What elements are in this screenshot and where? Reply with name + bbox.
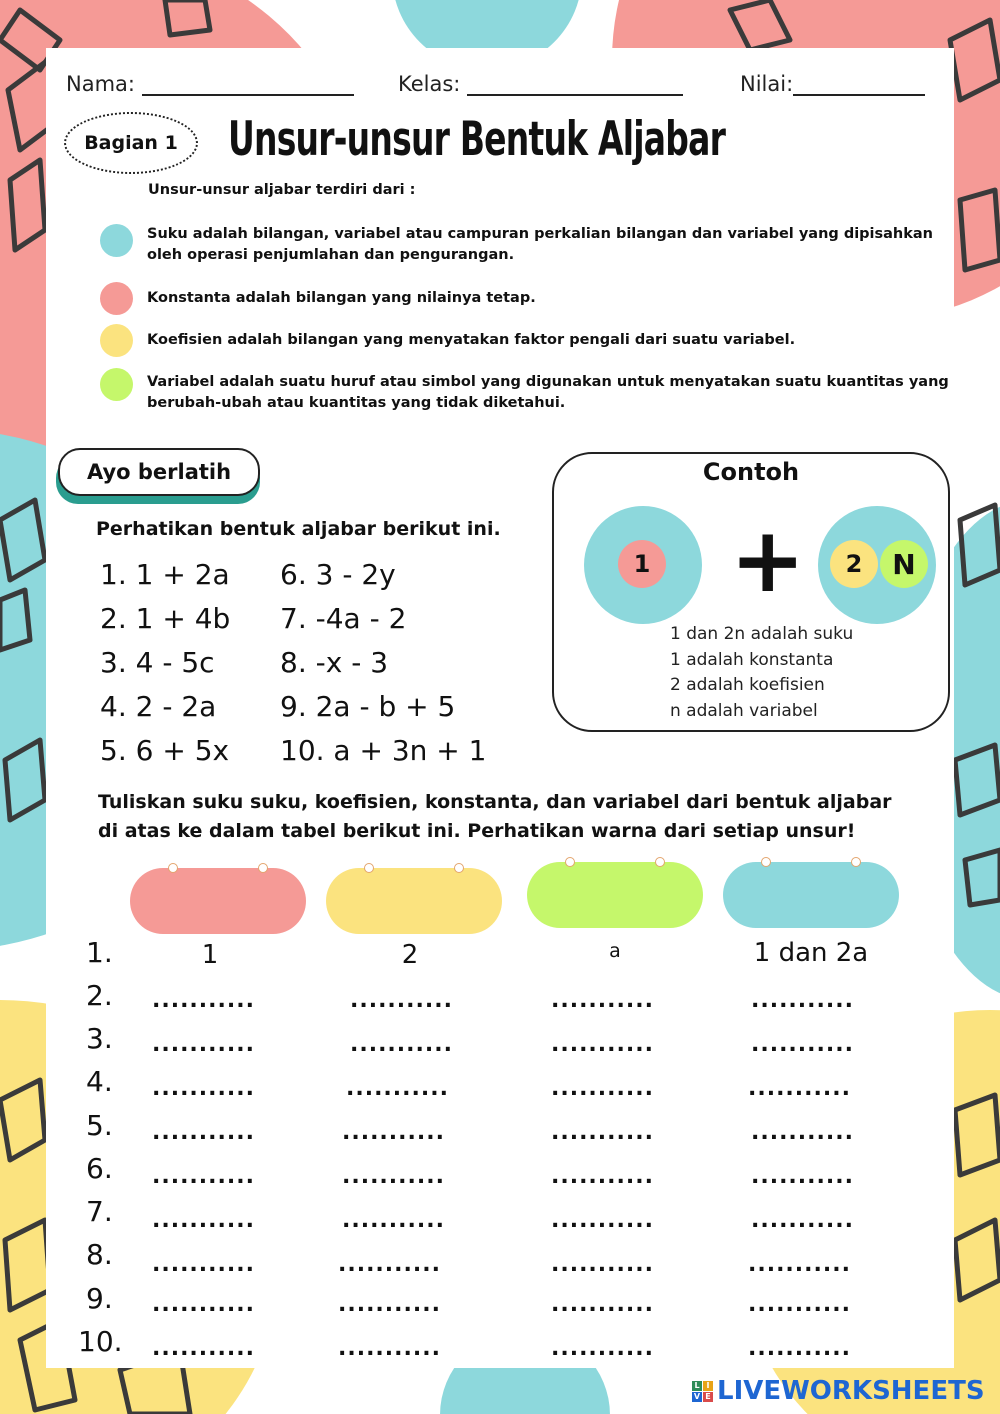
answer-blank-variabel[interactable]: ........... <box>551 1292 654 1317</box>
pin-icon <box>454 863 464 873</box>
answer-blank-koefisien[interactable]: ........... <box>342 1208 445 1233</box>
answer-blank-suku[interactable]: ........... <box>751 988 854 1013</box>
table-cell-konstanta: 1 <box>201 940 219 970</box>
expression-item: 2. 1 + 4b <box>100 602 231 635</box>
answer-blank-suku[interactable]: ........... <box>751 1164 854 1189</box>
pin-icon <box>168 863 178 873</box>
expression-item: 8. -x - 3 <box>280 646 389 679</box>
table-instruction: Tuliskan suku suku, koefisien, konstanta, dan variabel dari bentuk aljabar di atas ke dalam tabel berikut ini. Perhatikan warna dari setiap unsur! <box>98 791 892 842</box>
expression-item: 5. 6 + 5x <box>100 734 230 767</box>
example-note: 2 adalah koefisien <box>670 675 825 695</box>
definition-text: Suku adalah bilangan, variabel atau campuran perkalian bilangan dan variabel yang dipisahkan oleh operasi penjumlahan dan pengurangan. <box>147 226 934 263</box>
example-note: n adalah variabel <box>670 700 818 721</box>
nama-field[interactable] <box>66 72 354 96</box>
answer-blank-variabel[interactable]: ........... <box>551 1120 654 1145</box>
row-number: 1. <box>86 936 113 969</box>
example-box <box>552 452 950 732</box>
answer-blank-konstanta[interactable]: ........... <box>152 1076 255 1101</box>
pin-icon <box>258 863 268 873</box>
example-notes <box>670 622 853 724</box>
answer-blank-suku[interactable]: ........... <box>748 1336 851 1361</box>
definitions-intro: Unsur-unsur aljabar terdiri dari : <box>148 182 416 198</box>
nilai-field[interactable] <box>740 72 925 96</box>
plus-sign: + <box>730 508 806 613</box>
expression-item: 7. -4a - 2 <box>280 602 407 635</box>
definition-text: Variabel adalah suatu huruf atau simbol yang digunakan untuk menyatakan suatu kuantitas yang berubah-ubah atau kuantitas yang tidak diketahui. <box>147 374 949 411</box>
row-number: 2. <box>86 979 113 1012</box>
row-number: 5. <box>86 1109 113 1142</box>
pin-icon <box>851 857 861 867</box>
expression-item: 10. a + 3n + 1 <box>280 734 487 767</box>
expression-item: 6. 3 - 2y <box>280 558 396 591</box>
answer-blank-koefisien[interactable]: ........... <box>350 1032 453 1057</box>
kelas-line[interactable] <box>467 76 683 96</box>
liveworksheets-logo-icon <box>692 1381 713 1402</box>
practice-prompt: Perhatikan bentuk aljabar berikut ini. <box>96 518 501 540</box>
answer-blank-konstanta[interactable]: ........... <box>152 1120 255 1145</box>
expression-item: 4. 2 - 2a <box>100 690 217 723</box>
logo-letter: E <box>703 1392 713 1402</box>
answer-blank-konstanta[interactable]: ........... <box>152 1252 255 1277</box>
header-pill-suku <box>723 862 899 928</box>
answer-blank-variabel[interactable]: ........... <box>551 1164 654 1189</box>
header-pill-variabel <box>527 862 703 928</box>
answer-blank-variabel[interactable]: ........... <box>551 1252 654 1277</box>
row-number: 4. <box>86 1065 113 1098</box>
liveworksheets-logo <box>692 1376 985 1406</box>
example-note: 1 adalah konstanta <box>670 649 834 670</box>
answer-blank-konstanta[interactable]: ........... <box>152 1292 255 1317</box>
row-number: 7. <box>86 1195 113 1228</box>
row-number: 10. <box>78 1325 123 1358</box>
answer-blank-konstanta[interactable]: ........... <box>152 1336 255 1361</box>
answer-blank-koefisien[interactable]: ........... <box>350 988 453 1013</box>
definition-suku <box>100 224 950 266</box>
brand-text: LIVEWORKSHEETS <box>717 1376 985 1406</box>
constant-circle: 1 <box>618 540 666 588</box>
answer-blank-konstanta[interactable]: ........... <box>152 1164 255 1189</box>
section-badge: Bagian 1 <box>64 112 198 174</box>
pin-icon <box>565 857 575 867</box>
ayo-berlatih-badge <box>56 448 262 504</box>
table-cell-variabel: a <box>609 940 621 962</box>
expression-item: 1. 1 + 2a <box>100 558 230 591</box>
row-number: 8. <box>86 1238 113 1271</box>
pin-icon <box>655 857 665 867</box>
expression-item: 9. 2a - b + 5 <box>280 690 456 723</box>
color-dot-green <box>100 368 133 401</box>
answer-blank-variabel[interactable]: ........... <box>551 1032 654 1057</box>
table-cell-suku: 1 dan 2a <box>753 938 869 968</box>
header-pill-konstanta <box>130 868 306 934</box>
logo-letter: V <box>693 1392 701 1401</box>
definition-variabel <box>100 368 950 414</box>
answer-blank-variabel[interactable]: ........... <box>551 1208 654 1233</box>
answer-blank-koefisien[interactable]: ........... <box>338 1336 441 1361</box>
logo-letter: I <box>703 1381 713 1391</box>
row-number: 6. <box>86 1152 113 1185</box>
nilai-line[interactable] <box>793 76 925 96</box>
nama-line[interactable] <box>142 76 354 96</box>
definition-koefisien <box>100 324 950 357</box>
answer-blank-variabel[interactable]: ........... <box>551 1336 654 1361</box>
definition-konstanta <box>100 282 950 315</box>
definition-text: Konstanta adalah bilangan yang nilainya tetap. <box>147 290 536 306</box>
answer-blank-suku[interactable]: ........... <box>748 1076 851 1101</box>
answer-blank-konstanta[interactable]: ........... <box>152 1032 255 1057</box>
answer-blank-suku[interactable]: ........... <box>751 1120 854 1145</box>
answer-blank-koefisien[interactable]: ........... <box>338 1252 441 1277</box>
header-pill-koefisien <box>326 868 502 934</box>
logo-letter: L <box>692 1381 702 1391</box>
answer-blank-suku[interactable]: ........... <box>751 1032 854 1057</box>
nilai-label: Nilai: <box>740 72 794 96</box>
pin-icon <box>761 857 771 867</box>
answer-blank-koefisien[interactable]: ........... <box>338 1292 441 1317</box>
pin-icon <box>364 863 374 873</box>
variable-circle: N <box>880 540 928 588</box>
answer-blank-koefisien[interactable]: ........... <box>342 1120 445 1145</box>
kelas-field[interactable] <box>398 72 683 96</box>
definition-text: Koefisien adalah bilangan yang menyatakan faktor pengali dari suatu variabel. <box>147 332 796 348</box>
answer-blank-variabel[interactable]: ........... <box>551 1076 654 1101</box>
nama-label: Nama: <box>66 72 135 96</box>
answer-blank-variabel[interactable]: ........... <box>551 988 654 1013</box>
color-dot-teal <box>100 224 133 257</box>
kelas-label: Kelas: <box>398 72 461 96</box>
answer-blank-konstanta[interactable]: ........... <box>152 988 255 1013</box>
answer-blank-suku[interactable]: ........... <box>751 1208 854 1233</box>
answer-blank-konstanta[interactable]: ........... <box>152 1208 255 1233</box>
example-title: Contoh <box>702 458 800 486</box>
row-number: 9. <box>86 1282 113 1315</box>
page-title: Unsur-unsur Bentuk Aljabar <box>228 112 726 167</box>
badge-label: Ayo berlatih <box>58 448 260 496</box>
color-dot-pink <box>100 282 133 315</box>
example-note: 1 dan 2n adalah suku <box>670 624 854 644</box>
expression-item: 3. 4 - 5c <box>100 646 215 679</box>
coefficient-circle: 2 <box>830 540 878 588</box>
answer-blank-suku[interactable]: ........... <box>748 1252 851 1277</box>
table-cell-koefisien: 2 <box>401 940 419 970</box>
answer-blank-suku[interactable]: ........... <box>748 1292 851 1317</box>
color-dot-yellow <box>100 324 133 357</box>
answer-blank-koefisien[interactable]: ........... <box>342 1164 445 1189</box>
row-number: 3. <box>86 1022 113 1055</box>
answer-blank-koefisien[interactable]: ........... <box>346 1076 449 1101</box>
